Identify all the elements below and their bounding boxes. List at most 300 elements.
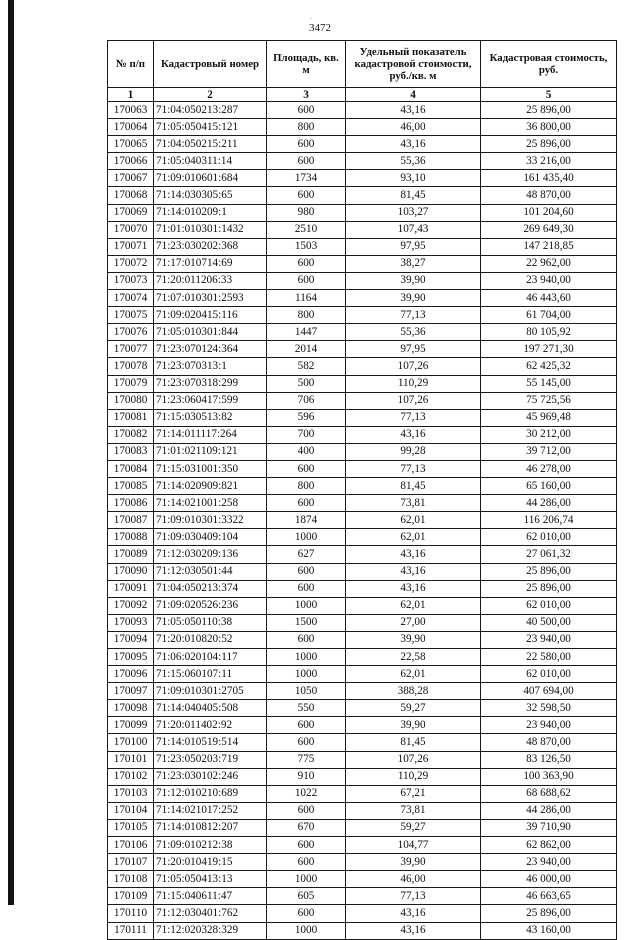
cadastral-number-cell: 71:20:010820:52 <box>154 631 267 648</box>
cadastral-number-cell: 71:05:050415:121 <box>154 119 267 136</box>
cadastral-cost-cell: 25 896,00 <box>481 136 617 153</box>
unit-value-cell: 107,26 <box>346 358 481 375</box>
area-cell: 2014 <box>267 341 346 358</box>
row-number-cell: 170100 <box>108 734 154 751</box>
area-cell: 600 <box>267 255 346 272</box>
unit-value-cell: 59,27 <box>346 700 481 717</box>
row-number-cell: 170107 <box>108 854 154 871</box>
unit-value-cell: 97,95 <box>346 341 481 358</box>
cadastral-cost-cell: 23 940,00 <box>481 272 617 289</box>
unit-value-cell: 107,43 <box>346 221 481 238</box>
unit-value-cell: 81,45 <box>346 478 481 495</box>
area-cell: 582 <box>267 358 346 375</box>
area-cell: 1447 <box>267 324 346 341</box>
cadastral-cost-cell: 25 896,00 <box>481 905 617 922</box>
column-number: 4 <box>346 88 481 102</box>
unit-value-cell: 73,81 <box>346 802 481 819</box>
cadastral-cost-cell: 30 212,00 <box>481 426 617 443</box>
row-number-cell: 170088 <box>108 529 154 546</box>
cadastral-number-cell: 71:12:030401:762 <box>154 905 267 922</box>
cadastral-cost-cell: 23 940,00 <box>481 717 617 734</box>
unit-value-cell: 77,13 <box>346 307 481 324</box>
unit-value-cell: 73,81 <box>346 495 481 512</box>
cadastral-number-cell: 71:12:020328:329 <box>154 922 267 939</box>
unit-value-cell: 39,90 <box>346 272 481 289</box>
unit-value-cell: 97,95 <box>346 238 481 255</box>
row-number-cell: 170078 <box>108 358 154 375</box>
cadastral-cost-cell: 161 435,40 <box>481 170 617 187</box>
cadastral-number-cell: 71:23:030202:368 <box>154 238 267 255</box>
table-row <box>108 785 617 802</box>
area-cell: 600 <box>267 802 346 819</box>
table-row <box>108 666 617 683</box>
area-cell: 400 <box>267 443 346 460</box>
cadastral-cost-cell: 62 010,00 <box>481 666 617 683</box>
table-row <box>108 375 617 392</box>
header-cadastral-number: Кадастровый номер <box>154 41 267 88</box>
cadastral-number-cell: 71:14:010209:1 <box>154 204 267 221</box>
table-row <box>108 819 617 836</box>
area-cell: 600 <box>267 854 346 871</box>
cadastral-cost-cell: 44 286,00 <box>481 495 617 512</box>
row-number-cell: 170082 <box>108 426 154 443</box>
cadastral-number-cell: 71:04:050215:211 <box>154 136 267 153</box>
area-cell: 600 <box>267 495 346 512</box>
area-cell: 2510 <box>267 221 346 238</box>
area-cell: 775 <box>267 751 346 768</box>
cadastral-cost-cell: 62 862,00 <box>481 837 617 854</box>
row-number-cell: 170106 <box>108 837 154 854</box>
row-number-cell: 170091 <box>108 580 154 597</box>
unit-value-cell: 388,28 <box>346 683 481 700</box>
area-cell: 600 <box>267 631 346 648</box>
cadastral-number-cell: 71:15:031001:350 <box>154 460 267 477</box>
cadastral-number-cell: 71:15:060107:11 <box>154 666 267 683</box>
table-row <box>108 119 617 136</box>
table-row <box>108 409 617 426</box>
unit-value-cell: 43,16 <box>346 102 481 119</box>
table-row <box>108 614 617 631</box>
cadastral-number-cell: 71:05:050110:38 <box>154 614 267 631</box>
row-number-cell: 170089 <box>108 546 154 563</box>
table-row <box>108 683 617 700</box>
unit-value-cell: 39,90 <box>346 290 481 307</box>
cadastral-cost-cell: 25 896,00 <box>481 102 617 119</box>
area-cell: 800 <box>267 119 346 136</box>
table-row <box>108 717 617 734</box>
area-cell: 627 <box>267 546 346 563</box>
area-cell: 1000 <box>267 922 346 939</box>
unit-value-cell: 46,00 <box>346 871 481 888</box>
cadastral-number-cell: 71:23:050203:719 <box>154 751 267 768</box>
area-cell: 600 <box>267 153 346 170</box>
row-number-cell: 170068 <box>108 187 154 204</box>
cadastral-number-cell: 71:14:011117:264 <box>154 426 267 443</box>
unit-value-cell: 55,36 <box>346 324 481 341</box>
cadastral-number-cell: 71:15:030513:82 <box>154 409 267 426</box>
area-cell: 670 <box>267 819 346 836</box>
area-cell: 600 <box>267 460 346 477</box>
cadastral-cost-cell: 46 443,60 <box>481 290 617 307</box>
cadastral-number-cell: 71:14:030305:65 <box>154 187 267 204</box>
row-number-cell: 170087 <box>108 512 154 529</box>
unit-value-cell: 38,27 <box>346 255 481 272</box>
cadastral-cost-cell: 65 160,00 <box>481 478 617 495</box>
row-number-cell: 170105 <box>108 819 154 836</box>
cadastral-cost-cell: 27 061,32 <box>481 546 617 563</box>
unit-value-cell: 59,27 <box>346 819 481 836</box>
row-number-cell: 170081 <box>108 409 154 426</box>
table-row <box>108 495 617 512</box>
table-row <box>108 597 617 614</box>
table-row <box>108 768 617 785</box>
unit-value-cell: 93,10 <box>346 170 481 187</box>
cadastral-cost-cell: 25 896,00 <box>481 580 617 597</box>
area-cell: 1000 <box>267 666 346 683</box>
row-number-cell: 170077 <box>108 341 154 358</box>
cadastral-cost-cell: 23 940,00 <box>481 854 617 871</box>
cadastral-cost-cell: 39 710,90 <box>481 819 617 836</box>
row-number-cell: 170099 <box>108 717 154 734</box>
table-row <box>108 136 617 153</box>
cadastral-number-cell: 71:12:030209:136 <box>154 546 267 563</box>
table-row <box>108 443 617 460</box>
area-cell: 600 <box>267 136 346 153</box>
row-number-cell: 170095 <box>108 649 154 666</box>
cadastral-number-cell: 71:12:030501:44 <box>154 563 267 580</box>
row-number-cell: 170110 <box>108 905 154 922</box>
cadastral-cost-cell: 32 598,50 <box>481 700 617 717</box>
unit-value-cell: 46,00 <box>346 119 481 136</box>
row-number-cell: 170071 <box>108 238 154 255</box>
unit-value-cell: 107,26 <box>346 392 481 409</box>
cadastral-cost-cell: 68 688,62 <box>481 785 617 802</box>
table-row <box>108 888 617 905</box>
table-row <box>108 802 617 819</box>
unit-value-cell: 77,13 <box>346 460 481 477</box>
cadastral-number-cell: 71:20:011206:33 <box>154 272 267 289</box>
cadastral-cost-cell: 75 725,56 <box>481 392 617 409</box>
row-number-cell: 170084 <box>108 460 154 477</box>
row-number-cell: 170079 <box>108 375 154 392</box>
cadastral-number-cell: 71:09:010301:3322 <box>154 512 267 529</box>
cadastral-number-cell: 71:05:040311:14 <box>154 153 267 170</box>
cadastral-cost-cell: 147 218,85 <box>481 238 617 255</box>
row-number-cell: 170067 <box>108 170 154 187</box>
row-number-cell: 170092 <box>108 597 154 614</box>
area-cell: 600 <box>267 580 346 597</box>
column-number: 3 <box>267 88 346 102</box>
row-number-cell: 170102 <box>108 768 154 785</box>
row-number-cell: 170070 <box>108 221 154 238</box>
table-row <box>108 631 617 648</box>
table-row <box>108 700 617 717</box>
cadastral-number-cell: 71:09:030409:104 <box>154 529 267 546</box>
cadastral-number-cell: 71:14:010519:514 <box>154 734 267 751</box>
unit-value-cell: 62,01 <box>346 666 481 683</box>
area-cell: 600 <box>267 187 346 204</box>
cadastral-cost-cell: 43 160,00 <box>481 922 617 939</box>
table-row <box>108 307 617 324</box>
area-cell: 1874 <box>267 512 346 529</box>
cadastral-number-cell: 71:04:050213:287 <box>154 102 267 119</box>
cadastral-cost-cell: 46 000,00 <box>481 871 617 888</box>
row-number-cell: 170080 <box>108 392 154 409</box>
cadastral-number-cell: 71:04:050213:374 <box>154 580 267 597</box>
row-number-cell: 170076 <box>108 324 154 341</box>
unit-value-cell: 43,16 <box>346 922 481 939</box>
header-cadastral-cost: Кадастровая стоимость, руб. <box>481 41 617 88</box>
cadastral-number-cell: 71:05:050413:13 <box>154 871 267 888</box>
table-row <box>108 734 617 751</box>
row-number-cell: 170097 <box>108 683 154 700</box>
row-number-cell: 170063 <box>108 102 154 119</box>
header-area: Площадь, кв. м <box>267 41 346 88</box>
cadastral-cost-cell: 45 969,48 <box>481 409 617 426</box>
table-row <box>108 392 617 409</box>
scan-binding-edge <box>8 0 14 905</box>
cadastral-cost-cell: 407 694,00 <box>481 683 617 700</box>
table-row <box>108 204 617 221</box>
table-row <box>108 426 617 443</box>
table-row <box>108 649 617 666</box>
row-number-cell: 170074 <box>108 290 154 307</box>
cadastral-cost-cell: 22 580,00 <box>481 649 617 666</box>
unit-value-cell: 110,29 <box>346 768 481 785</box>
cadastral-number-cell: 71:17:010714:69 <box>154 255 267 272</box>
table-row <box>108 563 617 580</box>
area-cell: 600 <box>267 563 346 580</box>
cadastral-number-cell: 71:07:010301:2593 <box>154 290 267 307</box>
area-cell: 600 <box>267 905 346 922</box>
unit-value-cell: 39,90 <box>346 854 481 871</box>
unit-value-cell: 77,13 <box>346 409 481 426</box>
area-cell: 600 <box>267 734 346 751</box>
unit-value-cell: 77,13 <box>346 888 481 905</box>
area-cell: 800 <box>267 307 346 324</box>
table-row <box>108 341 617 358</box>
table-row <box>108 751 617 768</box>
area-cell: 1503 <box>267 238 346 255</box>
table-row <box>108 512 617 529</box>
cadastral-cost-cell: 48 870,00 <box>481 187 617 204</box>
row-number-cell: 170075 <box>108 307 154 324</box>
cadastral-cost-cell: 40 500,00 <box>481 614 617 631</box>
cadastral-cost-cell: 62 010,00 <box>481 529 617 546</box>
row-number-cell: 170109 <box>108 888 154 905</box>
cadastral-number-cell: 71:23:030102:246 <box>154 768 267 785</box>
cadastral-number-cell: 71:09:020526:236 <box>154 597 267 614</box>
unit-value-cell: 43,16 <box>346 563 481 580</box>
area-cell: 605 <box>267 888 346 905</box>
unit-value-cell: 43,16 <box>346 426 481 443</box>
unit-value-cell: 81,45 <box>346 734 481 751</box>
row-number-cell: 170072 <box>108 255 154 272</box>
unit-value-cell: 81,45 <box>346 187 481 204</box>
area-cell: 1022 <box>267 785 346 802</box>
cadastral-number-cell: 71:14:021017:252 <box>154 802 267 819</box>
cadastral-number-cell: 71:05:010301:844 <box>154 324 267 341</box>
cadastral-number-cell: 71:14:040405:508 <box>154 700 267 717</box>
row-number-cell: 170111 <box>108 922 154 939</box>
area-cell: 1164 <box>267 290 346 307</box>
row-number-cell: 170096 <box>108 666 154 683</box>
table-row <box>108 478 617 495</box>
table-row <box>108 272 617 289</box>
cadastral-cost-cell: 22 962,00 <box>481 255 617 272</box>
unit-value-cell: 27,00 <box>346 614 481 631</box>
cadastral-cost-cell: 83 126,50 <box>481 751 617 768</box>
unit-value-cell: 39,90 <box>346 717 481 734</box>
cadastral-number-cell: 71:14:020909:821 <box>154 478 267 495</box>
scan-speck: · <box>310 16 312 22</box>
table-row <box>108 922 617 939</box>
unit-value-cell: 62,01 <box>346 597 481 614</box>
cadastral-number-cell: 71:23:060417:599 <box>154 392 267 409</box>
cadastral-number-cell: 71:15:040611:47 <box>154 888 267 905</box>
area-cell: 1000 <box>267 597 346 614</box>
unit-value-cell: 62,01 <box>346 529 481 546</box>
table-row <box>108 324 617 341</box>
area-cell: 1500 <box>267 614 346 631</box>
cadastral-cost-cell: 25 896,00 <box>481 563 617 580</box>
row-number-cell: 170069 <box>108 204 154 221</box>
cadastral-cost-cell: 48 870,00 <box>481 734 617 751</box>
cadastral-number-cell: 71:20:010419:15 <box>154 854 267 871</box>
table-row <box>108 529 617 546</box>
area-cell: 800 <box>267 478 346 495</box>
row-number-cell: 170064 <box>108 119 154 136</box>
unit-value-cell: 39,90 <box>346 631 481 648</box>
row-number-cell: 170086 <box>108 495 154 512</box>
unit-value-cell: 103,27 <box>346 204 481 221</box>
row-number-cell: 170103 <box>108 785 154 802</box>
cadastral-number-cell: 71:09:010212:38 <box>154 837 267 854</box>
area-cell: 550 <box>267 700 346 717</box>
area-cell: 596 <box>267 409 346 426</box>
unit-value-cell: 99,28 <box>346 443 481 460</box>
row-number-cell: 170094 <box>108 631 154 648</box>
table-row <box>108 905 617 922</box>
cadastral-cost-cell: 80 105,92 <box>481 324 617 341</box>
area-cell: 600 <box>267 102 346 119</box>
cadastral-number-cell: 71:12:010210:689 <box>154 785 267 802</box>
column-number: 1 <box>108 88 154 102</box>
row-number-cell: 170104 <box>108 802 154 819</box>
cadastral-number-cell: 71:14:021001:258 <box>154 495 267 512</box>
table-row <box>108 546 617 563</box>
row-number-cell: 170098 <box>108 700 154 717</box>
area-cell: 706 <box>267 392 346 409</box>
area-cell: 980 <box>267 204 346 221</box>
column-number: 2 <box>154 88 267 102</box>
table-row <box>108 358 617 375</box>
cadastral-cost-cell: 269 649,30 <box>481 221 617 238</box>
cadastral-number-cell: 71:09:020415:116 <box>154 307 267 324</box>
row-number-cell: 170083 <box>108 443 154 460</box>
cadastral-number-cell: 71:14:010812:207 <box>154 819 267 836</box>
unit-value-cell: 43,16 <box>346 136 481 153</box>
table-row <box>108 460 617 477</box>
area-cell: 700 <box>267 426 346 443</box>
cadastral-number-cell: 71:20:011402:92 <box>154 717 267 734</box>
cadastral-number-cell: 71:01:021109:121 <box>154 443 267 460</box>
table-row <box>108 837 617 854</box>
row-number-cell: 170090 <box>108 563 154 580</box>
cadastral-cost-cell: 36 800,00 <box>481 119 617 136</box>
unit-value-cell: 22,58 <box>346 649 481 666</box>
table-row <box>108 871 617 888</box>
unit-value-cell: 104,77 <box>346 837 481 854</box>
unit-value-cell: 67,21 <box>346 785 481 802</box>
cadastral-cost-cell: 23 940,00 <box>481 631 617 648</box>
page-number: 3472 <box>309 22 331 34</box>
row-number-cell: 170085 <box>108 478 154 495</box>
table-row <box>108 221 617 238</box>
unit-value-cell: 110,29 <box>346 375 481 392</box>
cadastral-cost-cell: 46 278,00 <box>481 460 617 477</box>
table-body <box>108 102 617 940</box>
row-number-cell: 170093 <box>108 614 154 631</box>
cadastral-number-cell: 71:23:070124:364 <box>154 341 267 358</box>
cadastral-cost-cell: 101 204,60 <box>481 204 617 221</box>
column-number: 5 <box>481 88 617 102</box>
cadastral-number-cell: 71:09:010301:2705 <box>154 683 267 700</box>
area-cell: 1734 <box>267 170 346 187</box>
row-number-cell: 170065 <box>108 136 154 153</box>
area-cell: 910 <box>267 768 346 785</box>
cadastral-cost-cell: 46 663,65 <box>481 888 617 905</box>
table-row <box>108 153 617 170</box>
table-row <box>108 255 617 272</box>
cadastral-cost-cell: 62 425,32 <box>481 358 617 375</box>
table-row <box>108 290 617 307</box>
area-cell: 600 <box>267 717 346 734</box>
cadastral-cost-cell: 116 206,74 <box>481 512 617 529</box>
cadastral-number-cell: 71:01:010301:1432 <box>154 221 267 238</box>
area-cell: 1050 <box>267 683 346 700</box>
table-row <box>108 170 617 187</box>
cadastral-cost-cell: 39 712,00 <box>481 443 617 460</box>
table-row <box>108 187 617 204</box>
unit-value-cell: 43,16 <box>346 580 481 597</box>
table-row <box>108 102 617 119</box>
row-number-cell: 170066 <box>108 153 154 170</box>
row-number-cell: 170101 <box>108 751 154 768</box>
table-row <box>108 238 617 255</box>
cadastral-cost-cell: 33 216,00 <box>481 153 617 170</box>
cadastral-cost-cell: 61 704,00 <box>481 307 617 324</box>
area-cell: 1000 <box>267 649 346 666</box>
cadastral-number-cell: 71:23:070313:1 <box>154 358 267 375</box>
header-unit-value: Удельный показатель кадастровой стоимости, руб./кв. м <box>346 41 481 88</box>
row-number-cell: 170108 <box>108 871 154 888</box>
unit-value-cell: 43,16 <box>346 546 481 563</box>
unit-value-cell: 55,36 <box>346 153 481 170</box>
table-row <box>108 580 617 597</box>
cadastral-cost-cell: 62 010,00 <box>481 597 617 614</box>
area-cell: 500 <box>267 375 346 392</box>
column-number-row <box>108 88 617 102</box>
area-cell: 1000 <box>267 871 346 888</box>
unit-value-cell: 43,16 <box>346 905 481 922</box>
header-row-number: № п/п <box>108 41 154 88</box>
cadastral-number-cell: 71:23:070318:299 <box>154 375 267 392</box>
table-row <box>108 854 617 871</box>
area-cell: 1000 <box>267 529 346 546</box>
unit-value-cell: 107,26 <box>346 751 481 768</box>
unit-value-cell: 62,01 <box>346 512 481 529</box>
